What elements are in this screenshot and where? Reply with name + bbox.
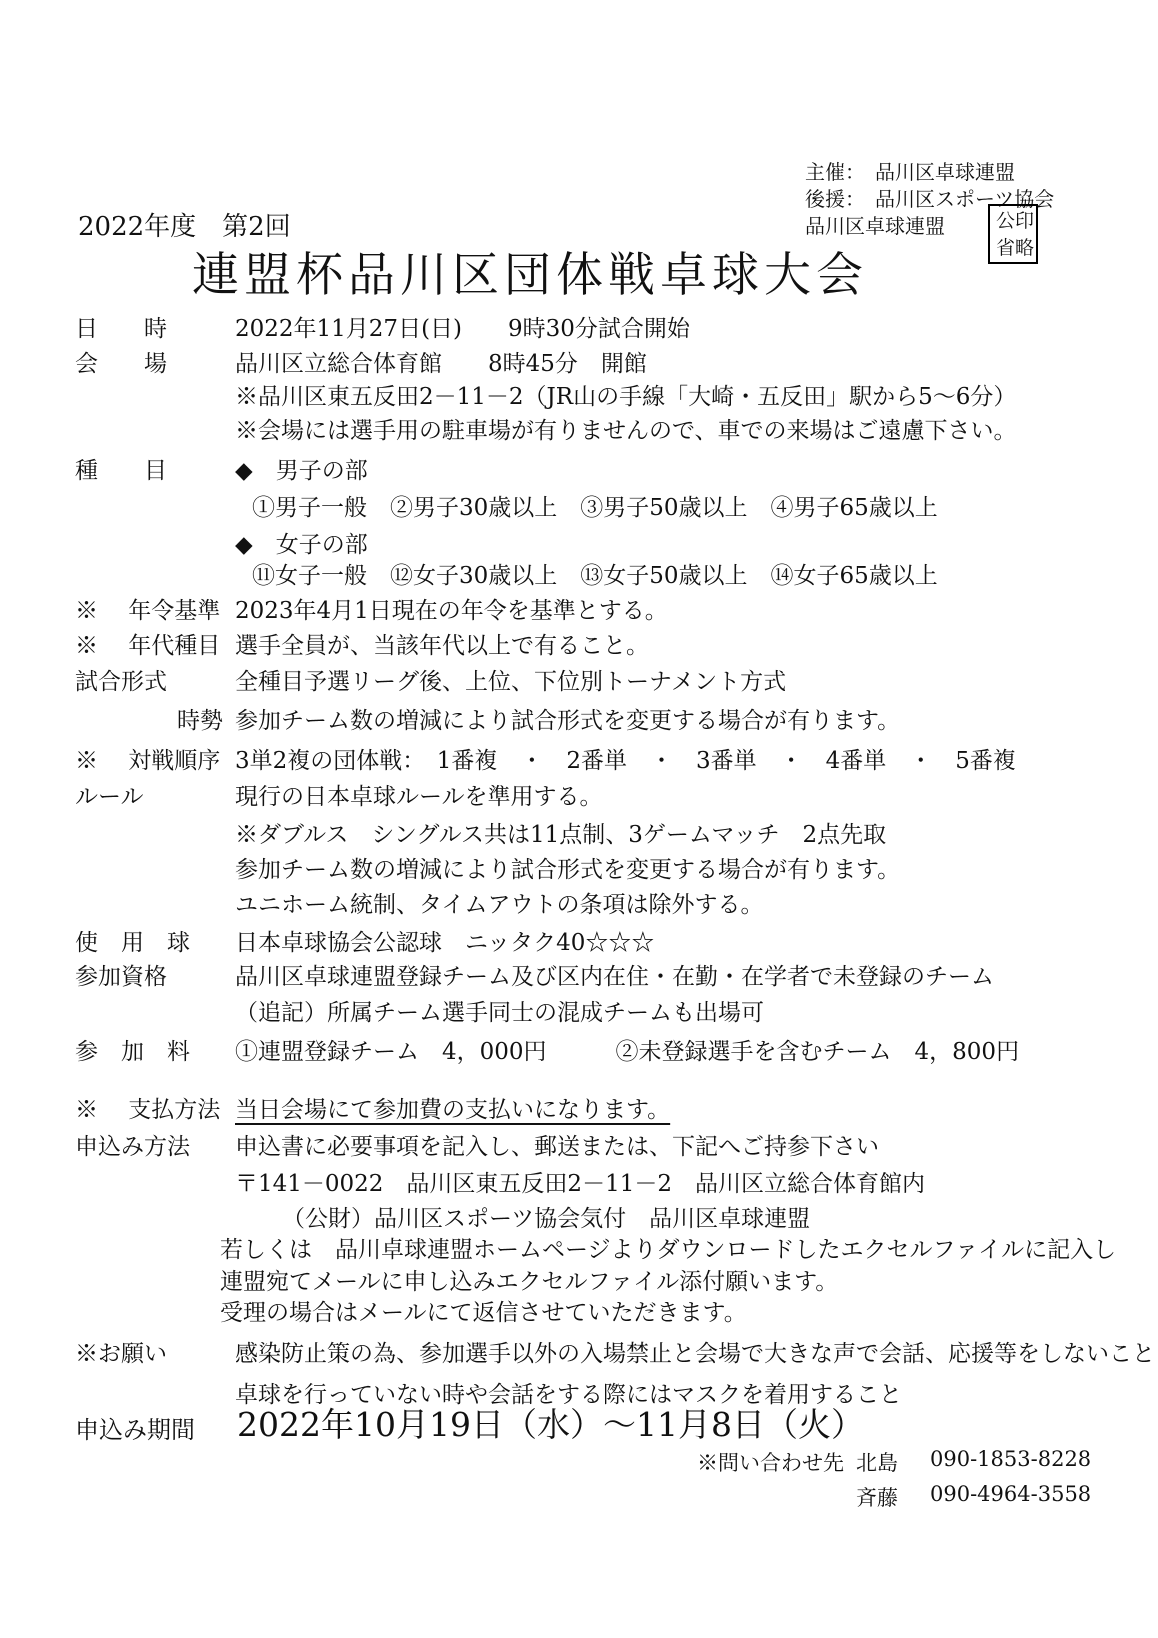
row-deadline-value xyxy=(0,1399,1158,1444)
deadline-label: 申込み期間 xyxy=(75,1416,195,1444)
contact-name: 北島 xyxy=(856,1451,898,1475)
row-fee xyxy=(0,1033,1158,1069)
field-value: 受理の場合はメールにて返信させていただきます。 xyxy=(220,1300,747,1326)
row-age-category xyxy=(0,627,1158,663)
row-match-format xyxy=(0,663,1158,699)
field-value: ◆ 男子の部 xyxy=(235,458,368,484)
field-label: ※お願い xyxy=(75,1341,167,1367)
field-value: （追記）所属チーム選手同士の混成チームも出場可 xyxy=(235,1000,764,1026)
row-request-covid xyxy=(0,1335,1158,1371)
edition-text: 2022年度 第2回 xyxy=(78,212,291,242)
field-label: ※ 支払方法 xyxy=(75,1097,221,1123)
field-label: 会 場 xyxy=(75,351,167,377)
row-venue-address-note xyxy=(0,378,1158,414)
row-excel-download xyxy=(0,1231,1158,1267)
field-value: 現行の日本卓球ルールを準用する。 xyxy=(235,784,603,810)
field-value: 卓球を行っていない時や会話をする際にはマスクを着用すること xyxy=(235,1382,902,1408)
federation-text: 品川区卓球連盟 xyxy=(805,214,945,238)
field-value: 〒141－0022 品川区東五反田2－11－2 品川区立総合体育館内 xyxy=(235,1171,925,1197)
row-age-standard xyxy=(0,592,1158,628)
field-label: ※ 対戦順序 xyxy=(75,748,221,774)
contact-phone: 090-4964-3558 xyxy=(930,1482,1092,1506)
field-value: 品川区卓球連盟登録チーム及び区内在住・在勤・在学者で未登録のチーム xyxy=(235,964,994,990)
field-value: 日本卓球協会公認球 ニッタク40☆☆☆ xyxy=(235,930,655,956)
field-value: 参加チーム数の増減により試合形式を変更する場合が有ります。 xyxy=(235,857,901,883)
row-application-method xyxy=(0,1128,1158,1164)
field-value: ユニホーム統制、タイムアウトの条項は除外する。 xyxy=(235,892,764,918)
field-value: ※品川区東五反田2－11－2（JR山の手線「大崎・五反田」駅から5～6分） xyxy=(235,384,1017,410)
field-value: 申込書に必要事項を記入し、郵送または、下記へご持参下さい xyxy=(235,1134,879,1160)
field-value: 2022年11月27日(日) 9時30分試合開始 xyxy=(235,316,690,342)
field-label: 使 用 球 xyxy=(75,930,190,956)
field-label: ※ 年令基準 xyxy=(75,598,221,624)
field-value: 連盟宛てメールに申し込みエクセルファイル添付願います。 xyxy=(220,1269,839,1295)
row-parking-note xyxy=(0,412,1158,448)
row-eligibility xyxy=(0,958,1158,994)
page-title: 連盟杯品川区団体戦卓球大会 xyxy=(192,248,868,303)
seal-line-2: 省略 xyxy=(996,237,1035,259)
field-label: 時勢 xyxy=(177,708,223,734)
field-value: ※ダブルス シングルス共は11点制、3ゲームマッチ 2点先取 xyxy=(235,822,887,848)
contact-line-1 xyxy=(0,1447,1158,1483)
seal-omitted-box xyxy=(988,204,1038,264)
row-match-order xyxy=(0,742,1158,778)
row-venue xyxy=(0,345,1158,381)
row-acceptance-reply xyxy=(0,1294,1158,1330)
field-label: ※ 年代種目 xyxy=(75,633,221,659)
supporter-text: 後援： 品川区スポーツ協会 xyxy=(805,187,1055,211)
field-value: 品川区立総合体育館 8時45分 開館 xyxy=(235,351,647,377)
field-value: 3単2複の団体戦： 1番複 ・ 2番単 ・ 3番単 ・ 4番単 ・ 5番複 xyxy=(235,748,1016,774)
field-value: 選手全員が、当該年代以上で有ること。 xyxy=(235,633,649,659)
field-value: 全種目予選リーグ後、上位、下位別トーナメント方式 xyxy=(235,669,787,695)
row-ball xyxy=(0,924,1158,960)
field-value: 2023年4月1日現在の年令を基準とする。 xyxy=(235,598,668,624)
field-value: ※会場には選手用の駐車場が有りませんので、車での来場はご遠慮下さい。 xyxy=(235,418,1017,444)
row-payment xyxy=(0,1091,1158,1127)
contact-name: 斉藤 xyxy=(856,1486,898,1510)
field-value-underlined: 当日会場にて参加費の支払いになります。 xyxy=(235,1097,671,1123)
seal-line-1: 公印 xyxy=(996,210,1035,232)
row-eligibility-note xyxy=(0,994,1158,1030)
field-value: ◆ 女子の部 xyxy=(235,532,368,558)
field-value: 感染防止策の為、参加選手以外の入場禁止と会場で大きな声で会話、応援等をしないこと xyxy=(235,1341,1155,1367)
field-label: 参加資格 xyxy=(75,964,167,990)
row-datetime xyxy=(0,310,1158,346)
field-label: 申込み方法 xyxy=(75,1134,190,1160)
organizer-text: 主催： 品川区卓球連盟 xyxy=(805,160,1015,184)
row-rules-points xyxy=(0,816,1158,852)
field-label: 日 時 xyxy=(75,316,167,342)
contact-line-2 xyxy=(0,1482,1158,1518)
field-value: （公財）品川区スポーツ協会気付 品川区卓球連盟 xyxy=(282,1206,811,1232)
row-rules xyxy=(0,778,1158,814)
contact-phone: 090-1853-8228 xyxy=(930,1447,1092,1471)
row-postal-address xyxy=(0,1165,1158,1201)
field-value: 若しくは 品川卓球連盟ホームページよりダウンロードしたエクセルファイルに記入し xyxy=(220,1237,1117,1263)
field-value: 参加チーム数の増減により試合形式を変更する場合が有ります。 xyxy=(235,708,901,734)
field-label: 試合形式 xyxy=(75,669,167,695)
field-label: ルール xyxy=(75,784,144,810)
field-label: 種 目 xyxy=(75,458,167,484)
row-events-women-classes xyxy=(0,557,1158,593)
field-label: 参 加 料 xyxy=(75,1039,190,1065)
field-value: ⑪女子一般 ⑫女子30歳以上 ⑬女子50歳以上 ⑭女子65歳以上 xyxy=(252,563,938,589)
row-events-men xyxy=(0,452,1158,488)
row-rules-change xyxy=(0,851,1158,887)
field-value: ①男子一般 ②男子30歳以上 ③男子50歳以上 ④男子65歳以上 xyxy=(252,495,938,521)
deadline-value: 2022年10月19日（水）～11月8日（火） xyxy=(237,1405,864,1444)
contact-heading: ※問い合わせ先 xyxy=(697,1451,844,1475)
field-value: ①連盟登録チーム 4，000円 ②未登録選手を含むチーム 4，800円 xyxy=(235,1039,1020,1065)
row-events-men-classes xyxy=(0,489,1158,525)
row-rules-uniform xyxy=(0,886,1158,922)
row-format-change xyxy=(0,702,1158,738)
